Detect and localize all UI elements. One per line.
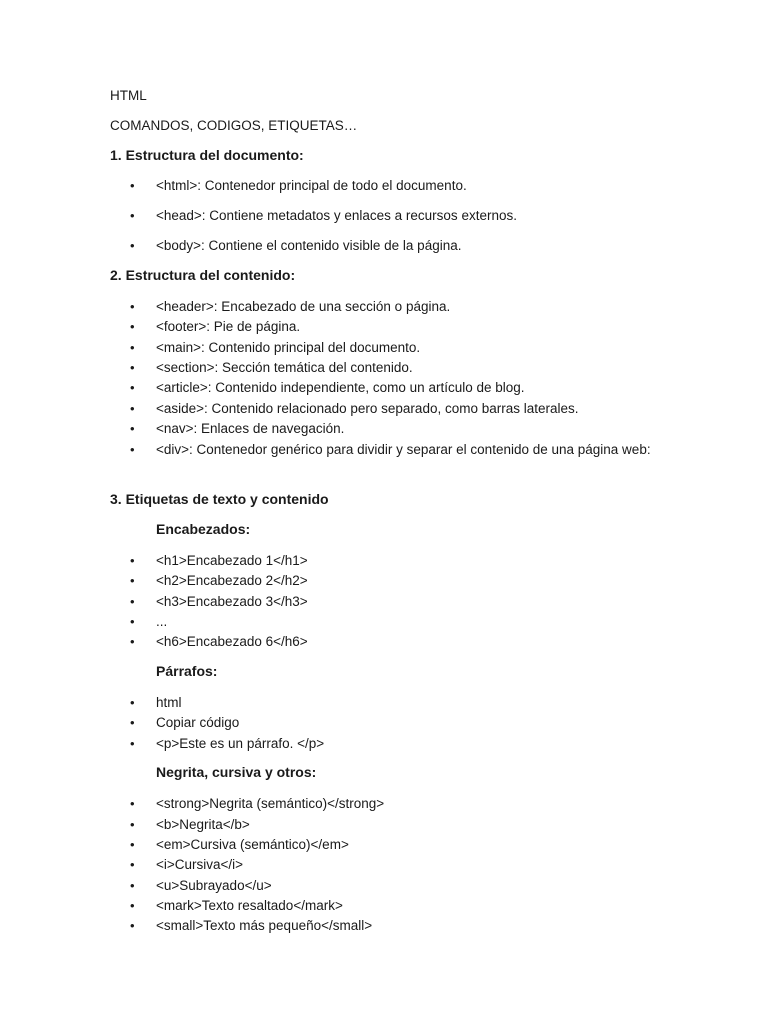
list-item-text: <i>Cursiva</i>	[156, 857, 244, 872]
bullet-icon: •	[130, 817, 135, 832]
bullet-icon: •	[130, 442, 135, 457]
section-1-heading: 1. Estructura del documento:	[110, 147, 304, 163]
list-item-text: <main>: Contenido principal del documento.	[156, 340, 421, 355]
list-item-text: <body>: Contiene el contenido visible de la página.	[156, 238, 462, 253]
bullet-icon: •	[130, 573, 135, 588]
list-item-text: <u>Subrayado</u>	[156, 878, 272, 893]
bullet-icon: •	[130, 594, 135, 609]
bullet-icon: •	[130, 878, 135, 893]
bullet-icon: •	[130, 178, 135, 193]
bullet-icon: •	[130, 319, 135, 334]
bullet-icon: •	[130, 360, 135, 375]
bullet-icon: •	[130, 857, 135, 872]
list-item-text: <h6>Encabezado 6</h6>	[156, 634, 308, 649]
list-item-text: Copiar código	[156, 715, 240, 730]
bullet-icon: •	[130, 340, 135, 355]
list-item-text: <section>: Sección temática del contenido.	[156, 360, 413, 375]
list-item-text: <div>: Contenedor genérico para dividir y separar el contenido de una página web:	[156, 442, 651, 457]
bullet-icon: •	[130, 553, 135, 568]
bullet-icon: •	[130, 898, 135, 913]
section-3-heading: 3. Etiquetas de texto y contenido	[110, 491, 329, 507]
bullet-icon: •	[130, 208, 135, 223]
subsection-parrafos-heading: Párrafos:	[156, 663, 218, 679]
list-item-text: <html>: Contenedor principal de todo el documento.	[156, 178, 467, 193]
list-item-text: <article>: Contenido independiente, como un artículo de blog.	[156, 380, 525, 395]
list-item-text: html	[156, 695, 182, 710]
list-item-text: <p>Este es un párrafo. </p>	[156, 736, 325, 751]
list-item-text: <h3>Encabezado 3</h3>	[156, 594, 308, 609]
subsection-negrita-heading: Negrita, cursiva y otros:	[156, 764, 317, 780]
list-item-text: <h2>Encabezado 2</h2>	[156, 573, 308, 588]
list-item-text: <head>: Contiene metadatos y enlaces a recursos externos.	[156, 208, 517, 223]
list-item-text: <mark>Texto resaltado</mark>	[156, 898, 343, 913]
bullet-icon: •	[130, 634, 135, 649]
list-item-text: <footer>: Pie de página.	[156, 319, 301, 334]
bullet-icon: •	[130, 380, 135, 395]
bullet-icon: •	[130, 837, 135, 852]
bullet-icon: •	[130, 736, 135, 751]
subsection-encabezados-heading: Encabezados:	[156, 521, 251, 537]
bullet-icon: •	[130, 715, 135, 730]
bullet-icon: •	[130, 401, 135, 416]
list-item-text: <aside>: Contenido relacionado pero separado, como barras laterales.	[156, 401, 579, 416]
bullet-icon: •	[130, 238, 135, 253]
bullet-icon: •	[130, 299, 135, 314]
bullet-icon: •	[130, 796, 135, 811]
document-title: HTML	[110, 88, 147, 103]
list-item-text: <small>Texto más pequeño</small>	[156, 918, 373, 933]
document-subtitle: COMANDOS, CODIGOS, ETIQUETAS…	[110, 118, 358, 133]
list-item-text: ...	[156, 614, 168, 629]
list-item-text: <b>Negrita</b>	[156, 817, 250, 832]
bullet-icon: •	[130, 614, 135, 629]
list-item-text: <h1>Encabezado 1</h1>	[156, 553, 308, 568]
bullet-icon: •	[130, 918, 135, 933]
bullet-icon: •	[130, 695, 135, 710]
section-2-heading: 2. Estructura del contenido:	[110, 267, 296, 283]
list-item-text: <header>: Encabezado de una sección o página.	[156, 299, 451, 314]
list-item-text: <nav>: Enlaces de navegación.	[156, 421, 345, 436]
list-item-text: <strong>Negrita (semántico)</strong>	[156, 796, 385, 811]
list-item-text: <em>Cursiva (semántico)</em>	[156, 837, 349, 852]
bullet-icon: •	[130, 421, 135, 436]
